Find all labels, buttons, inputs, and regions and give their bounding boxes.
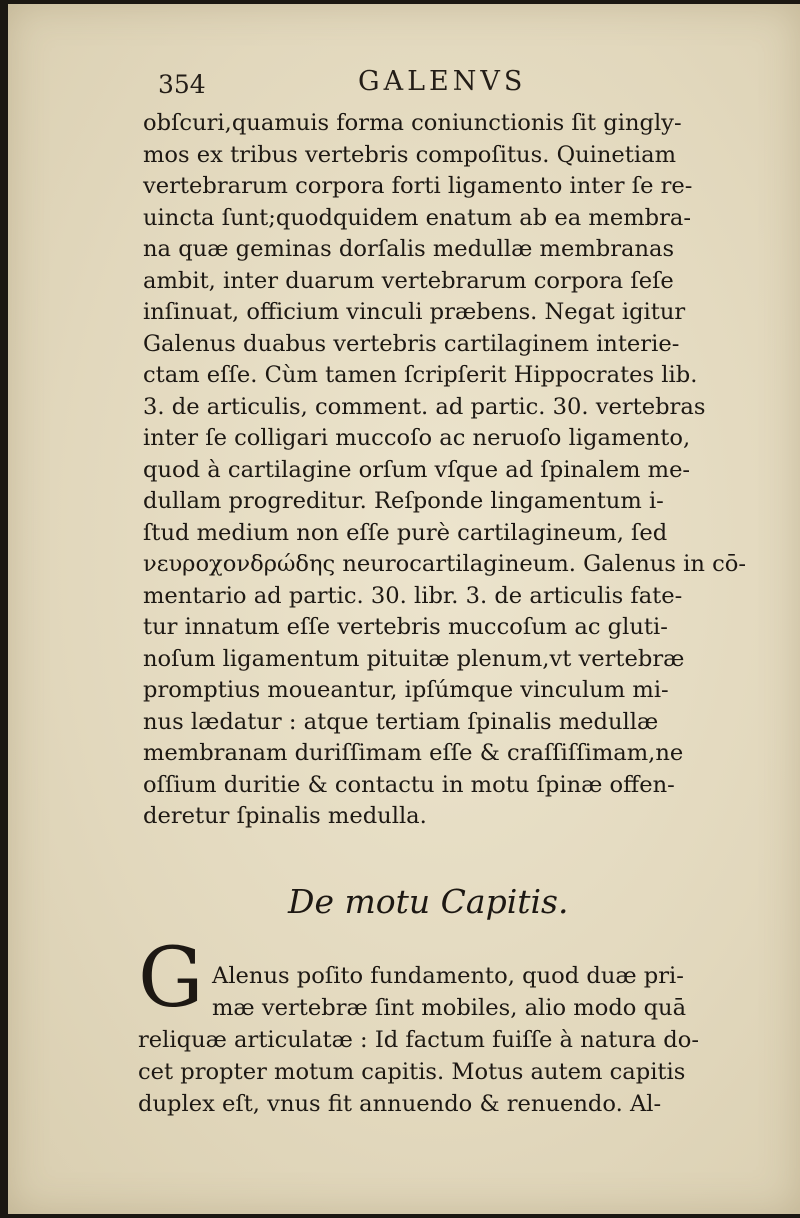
text-line: noſum ligamentum pituitæ plenum,vt vertebræ <box>143 645 685 672</box>
text-line: promptius moueantur, ipſúmque vinculum mi- <box>143 677 669 703</box>
text-line: mentario ad partic. 30. libr. 3. de articulis fate- <box>143 582 683 609</box>
text-line: cet propter motum capitis. Motus autem capitis <box>138 1059 686 1085</box>
text-line: mos ex tribus vertebris compoſitus. Quinetiam <box>143 141 676 168</box>
text-line: νευροχονδρώδης neurocartilagineum. Galenus in cō- <box>143 551 746 577</box>
text-line: deretur ſpinalis medulla. <box>143 803 427 829</box>
text-line: obſcuri,quamuis forma coniunctionis ſit gingly- <box>143 110 682 136</box>
text-line: inſinuat, officium vinculi præbens. Negat igitur <box>143 299 686 325</box>
text-line: vertebrarum corpora forti ligamento inter ſe re- <box>143 173 693 199</box>
second-paragraph <box>138 960 743 1120</box>
text-line: ſtud medium non eſſe purè cartilagineum, ſed <box>143 519 668 546</box>
text-line: Alenus poſito fundamento, quod duæ pri- <box>212 963 684 989</box>
text-line: na quæ geminas dorſalis medullæ membranas <box>143 236 675 262</box>
text-line: oſſium duritie & contactu in motu ſpinæ offen- <box>143 771 675 798</box>
book-page <box>8 4 800 1214</box>
text-line: quod à cartilagine orſum vſque ad ſpinalem me- <box>143 456 691 483</box>
text-line: ambit, inter duarum vertebrarum corpora ſeſe <box>143 267 674 294</box>
text-line: uincta ſunt;quodquidem enatum ab ea membra- <box>143 204 691 231</box>
text-line: Galenus duabus vertebris cartilaginem interie- <box>143 330 680 357</box>
text-line: ctam eſſe. Cùm tamen ſcripſerit Hippocrates lib. <box>143 362 698 388</box>
text-line: mæ vertebræ ſint mobiles, alio modo quā <box>212 995 687 1021</box>
text-line: inter ſe colligari muccoſo ac neruoſo ligamento, <box>143 425 691 451</box>
section-heading: De motu Capitis. <box>288 882 569 921</box>
page-number: 354 <box>158 70 206 99</box>
body-paragraph <box>143 108 746 833</box>
running-head: GALENVS <box>358 66 527 97</box>
text-line: reliquæ articulatæ : Id factum fuiſſe à natura do- <box>138 1027 699 1053</box>
text-line: nus lædatur : atque tertiam ſpinalis medullæ <box>143 708 659 735</box>
text-line: membranam duriſſimam eſſe & craſſiſſimam,ne <box>143 740 684 766</box>
text-line: tur innatum eſſe vertebris muccoſum ac gluti- <box>143 614 668 640</box>
text-line: duplex eſt, vnus fit annuendo & renuendo. Al- <box>138 1091 662 1117</box>
page-header <box>158 66 718 106</box>
text-line: 3. de articulis, comment. ad partic. 30. vertebras <box>143 393 706 420</box>
text-line: dullam progreditur. Reſponde lingamentum i- <box>143 488 664 514</box>
drop-cap: G <box>138 931 204 1026</box>
